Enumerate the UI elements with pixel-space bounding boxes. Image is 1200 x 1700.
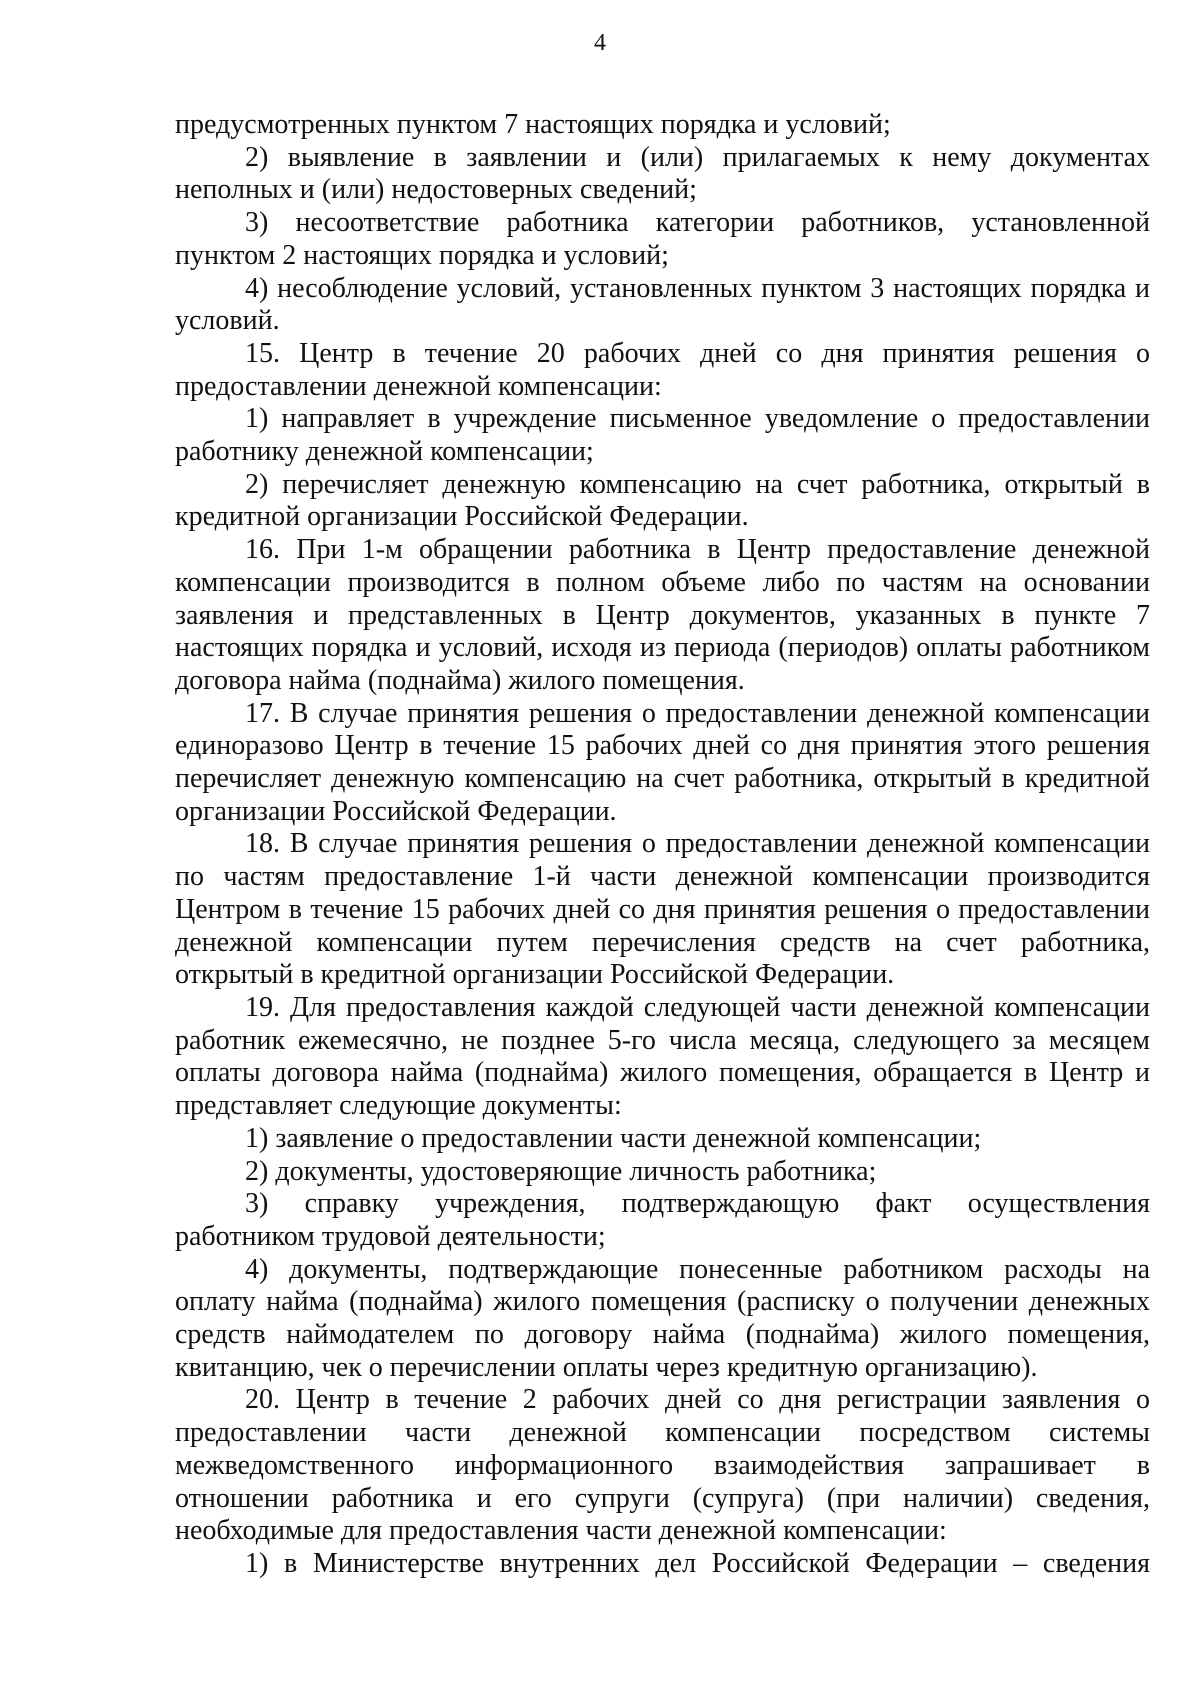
page-number: 4 <box>594 30 606 56</box>
paragraph: 1) заявление о предоставлении части денежной компенсации; <box>245 1122 982 1154</box>
document-body <box>175 109 1150 1581</box>
paragraph: 2) документы, удостоверяющие личность работника; <box>245 1155 877 1187</box>
paragraph: 3) справку учреждения, подтверждающую факт осуществления работником трудовой деятельности; <box>175 1188 1150 1252</box>
paragraph: 17. В случае принятия решения о предоставлении денежной компенсации единоразово Центр в течение 15 рабочих дней со дня принятия этого решения перечисляет денежную компенсацию на счет работника, открытый в кредитной организации Российской Федерации. <box>175 697 1150 827</box>
paragraph: предусмотренных пунктом 7 настоящих порядка и условий; <box>175 109 891 140</box>
paragraph: 2) перечисляет денежную компенсацию на счет работника, открытый в кредитной организации Российской Федерации. <box>175 468 1150 533</box>
paragraph: 15. Центр в течение 20 рабочих дней со дня принятия решения о предоставлении денежной компенсации: <box>175 337 1150 402</box>
paragraph: 16. При 1-м обращении работника в Центр предоставление денежной компенсации производится в полном объеме либо по частям на основании заявления и представленных в Центр документов, указанных в пункте 7 настоящих порядка и условий, исходя из периода (периодов) оплаты работником договора найма (поднайма) жилого помещения. <box>175 534 1150 696</box>
paragraph: 18. В случае принятия решения о предоставлении денежной компенсации по частям предоставление 1-й части денежной компенсации производится Центром в течение 15 рабочих дней со дня принятия решения о предоставлении денежной компенсации путем перечисления средств на счет работника, открытый в кредитной организации Российской Федерации. <box>175 828 1150 991</box>
paragraph: 20. Центр в течение 2 рабочих дней со дня регистрации заявления о предоставлении части денежной компенсации посредством системы межведомственного информационного взаимодействия запрашивает в отношении работника и его супруги (супруга) (при наличии) сведения, необходимые для предоставления части денежной компенсации: <box>175 1384 1150 1547</box>
paragraph: 4) документы, подтверждающие понесенные работником расходы на оплату найма (поднайма) жилого помещения (расписку о получении денежных средств наймодателем по договору найма (поднайма) жилого помещения, квитанцию, чек о перечислении оплаты через кредитную организацию). <box>175 1253 1150 1383</box>
paragraph: 4) несоблюдение условий, установленных пунктом 3 настоящих порядка и условий. <box>175 272 1150 337</box>
paragraph: 1) в Министерстве внутренних дел Российской Федерации – сведения <box>245 1547 1150 1579</box>
paragraph: 1) направляет в учреждение письменное уведомление о предоставлении работнику денежной компенсации; <box>175 403 1150 468</box>
paragraph: 3) несоответствие работника категории работников, установленной пунктом 2 настоящих порядка и условий; <box>175 207 1150 271</box>
paragraph: 19. Для предоставления каждой следующей части денежной компенсации работник ежемесячно, не позднее 5-го числа месяца, следующего за месяцем оплаты договора найма (поднайма) жилого помещения, обращается в Центр и представляет следующие документы: <box>175 991 1150 1122</box>
paragraph: 2) выявление в заявлении и (или) прилагаемых к нему документах неполных и (или) недостоверных сведений; <box>175 141 1150 206</box>
